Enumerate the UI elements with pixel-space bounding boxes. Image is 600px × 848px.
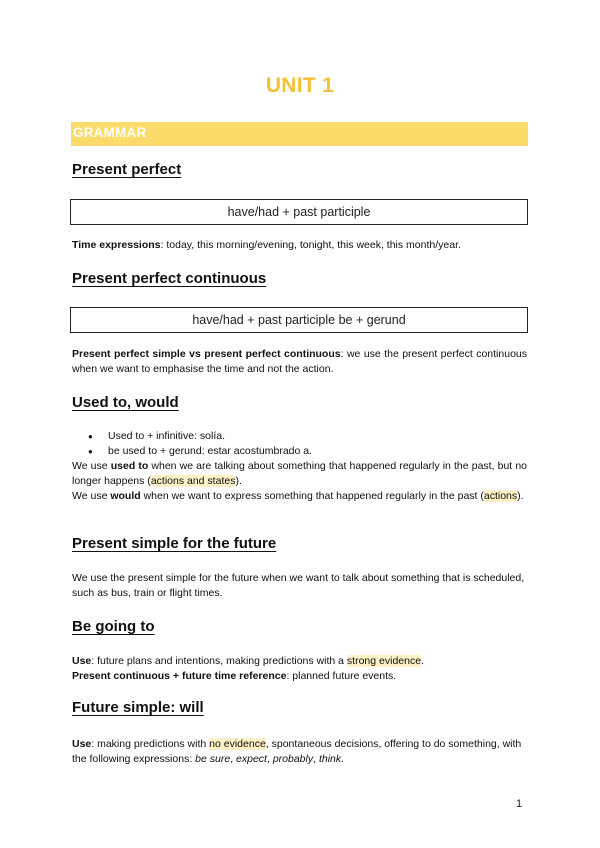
text-run: ).: [235, 475, 242, 487]
simple-vs-continuous-paragraph: [72, 347, 527, 377]
would-paragraph: [72, 489, 527, 504]
time-expressions-paragraph: [72, 238, 527, 253]
present-continuous-label: Present continuous + future time reference: [72, 670, 287, 682]
unit-title: UNIT 1: [265, 74, 335, 97]
simple-vs-continuous-text: : we use the present perfect continuous when we want to emphasise the time and not the action.: [72, 348, 527, 375]
use-label: Use: [72, 738, 92, 750]
present-continuous-line: [72, 669, 527, 684]
text-run: when we want to express something that happened regularly in the past (: [140, 490, 484, 502]
text-run: : future plans and intentions, making predictions with a: [91, 655, 347, 667]
use-label: Use: [72, 655, 92, 667]
present-simple-future-paragraph: We use the present simple for the future when we want to talk about something that is scheduled, such as bus, train or flight times.: [72, 572, 525, 599]
text-run: We use: [72, 490, 111, 502]
expression-expect: expect: [236, 753, 267, 765]
list-item: ● be used to + gerund: estar acostumbrado a.: [72, 444, 527, 459]
simple-vs-continuous-label: Present perfect simple vs present perfect continuous: [72, 348, 341, 360]
highlight-no-evidence: no evidence: [209, 738, 266, 750]
time-expressions-text: : today, this morning/evening, tonight, this week, this month/year.: [160, 239, 461, 251]
highlight-actions-and-states: actions and states: [150, 475, 236, 487]
section-band: [71, 122, 528, 146]
text-run: ).: [517, 490, 524, 502]
text-run: ,: [230, 753, 237, 765]
heading-present-simple-future: Present simple for the future: [72, 535, 277, 552]
text-run: We use: [72, 460, 111, 472]
page-number: 1: [516, 798, 523, 810]
formula-box-present-perfect-continuous: have/had + past participle be + gerund: [70, 307, 528, 333]
text-run: : planned future events.: [286, 670, 397, 682]
text-run: ,: [313, 753, 319, 765]
heading-present-perfect: Present perfect: [72, 161, 182, 178]
be-going-to-use-line: [72, 654, 527, 669]
expression-be-sure: be sure: [195, 753, 231, 765]
text-run: when we are talking about something that happened regularly in the past, but no longer happens (: [72, 460, 528, 487]
text-run: , spontaneous decisions, offering to do something, with the following expressions:: [72, 738, 522, 765]
used-to-bullet-list: [72, 429, 527, 459]
heading-be-going-to: Be going to: [72, 618, 155, 635]
used-to-paragraph: [72, 459, 527, 489]
future-simple-paragraph: [72, 737, 527, 767]
heading-present-perfect-continuous: Present perfect continuous: [72, 270, 267, 287]
highlight-actions: actions: [483, 490, 518, 502]
list-item: ● Used to + infinitive: solía.: [72, 429, 527, 444]
heading-future-simple-will: Future simple: will: [72, 699, 204, 716]
expression-probably: probably: [272, 753, 314, 765]
text-run: .: [341, 753, 345, 765]
highlight-strong-evidence: strong evidence: [346, 655, 422, 667]
section-band-label: GRAMMAR: [73, 125, 147, 140]
text-run: : making predictions with: [91, 738, 210, 750]
would-term: would: [110, 490, 141, 502]
expression-think: think: [318, 753, 342, 765]
text-run: ,: [266, 753, 273, 765]
used-to-term: used to: [110, 460, 149, 472]
formula-box-present-perfect: have/had + past participle: [70, 199, 528, 225]
heading-used-to-would: Used to, would: [72, 394, 179, 411]
text-run: .: [421, 655, 424, 667]
time-expressions-label: Time expressions: [72, 239, 161, 251]
